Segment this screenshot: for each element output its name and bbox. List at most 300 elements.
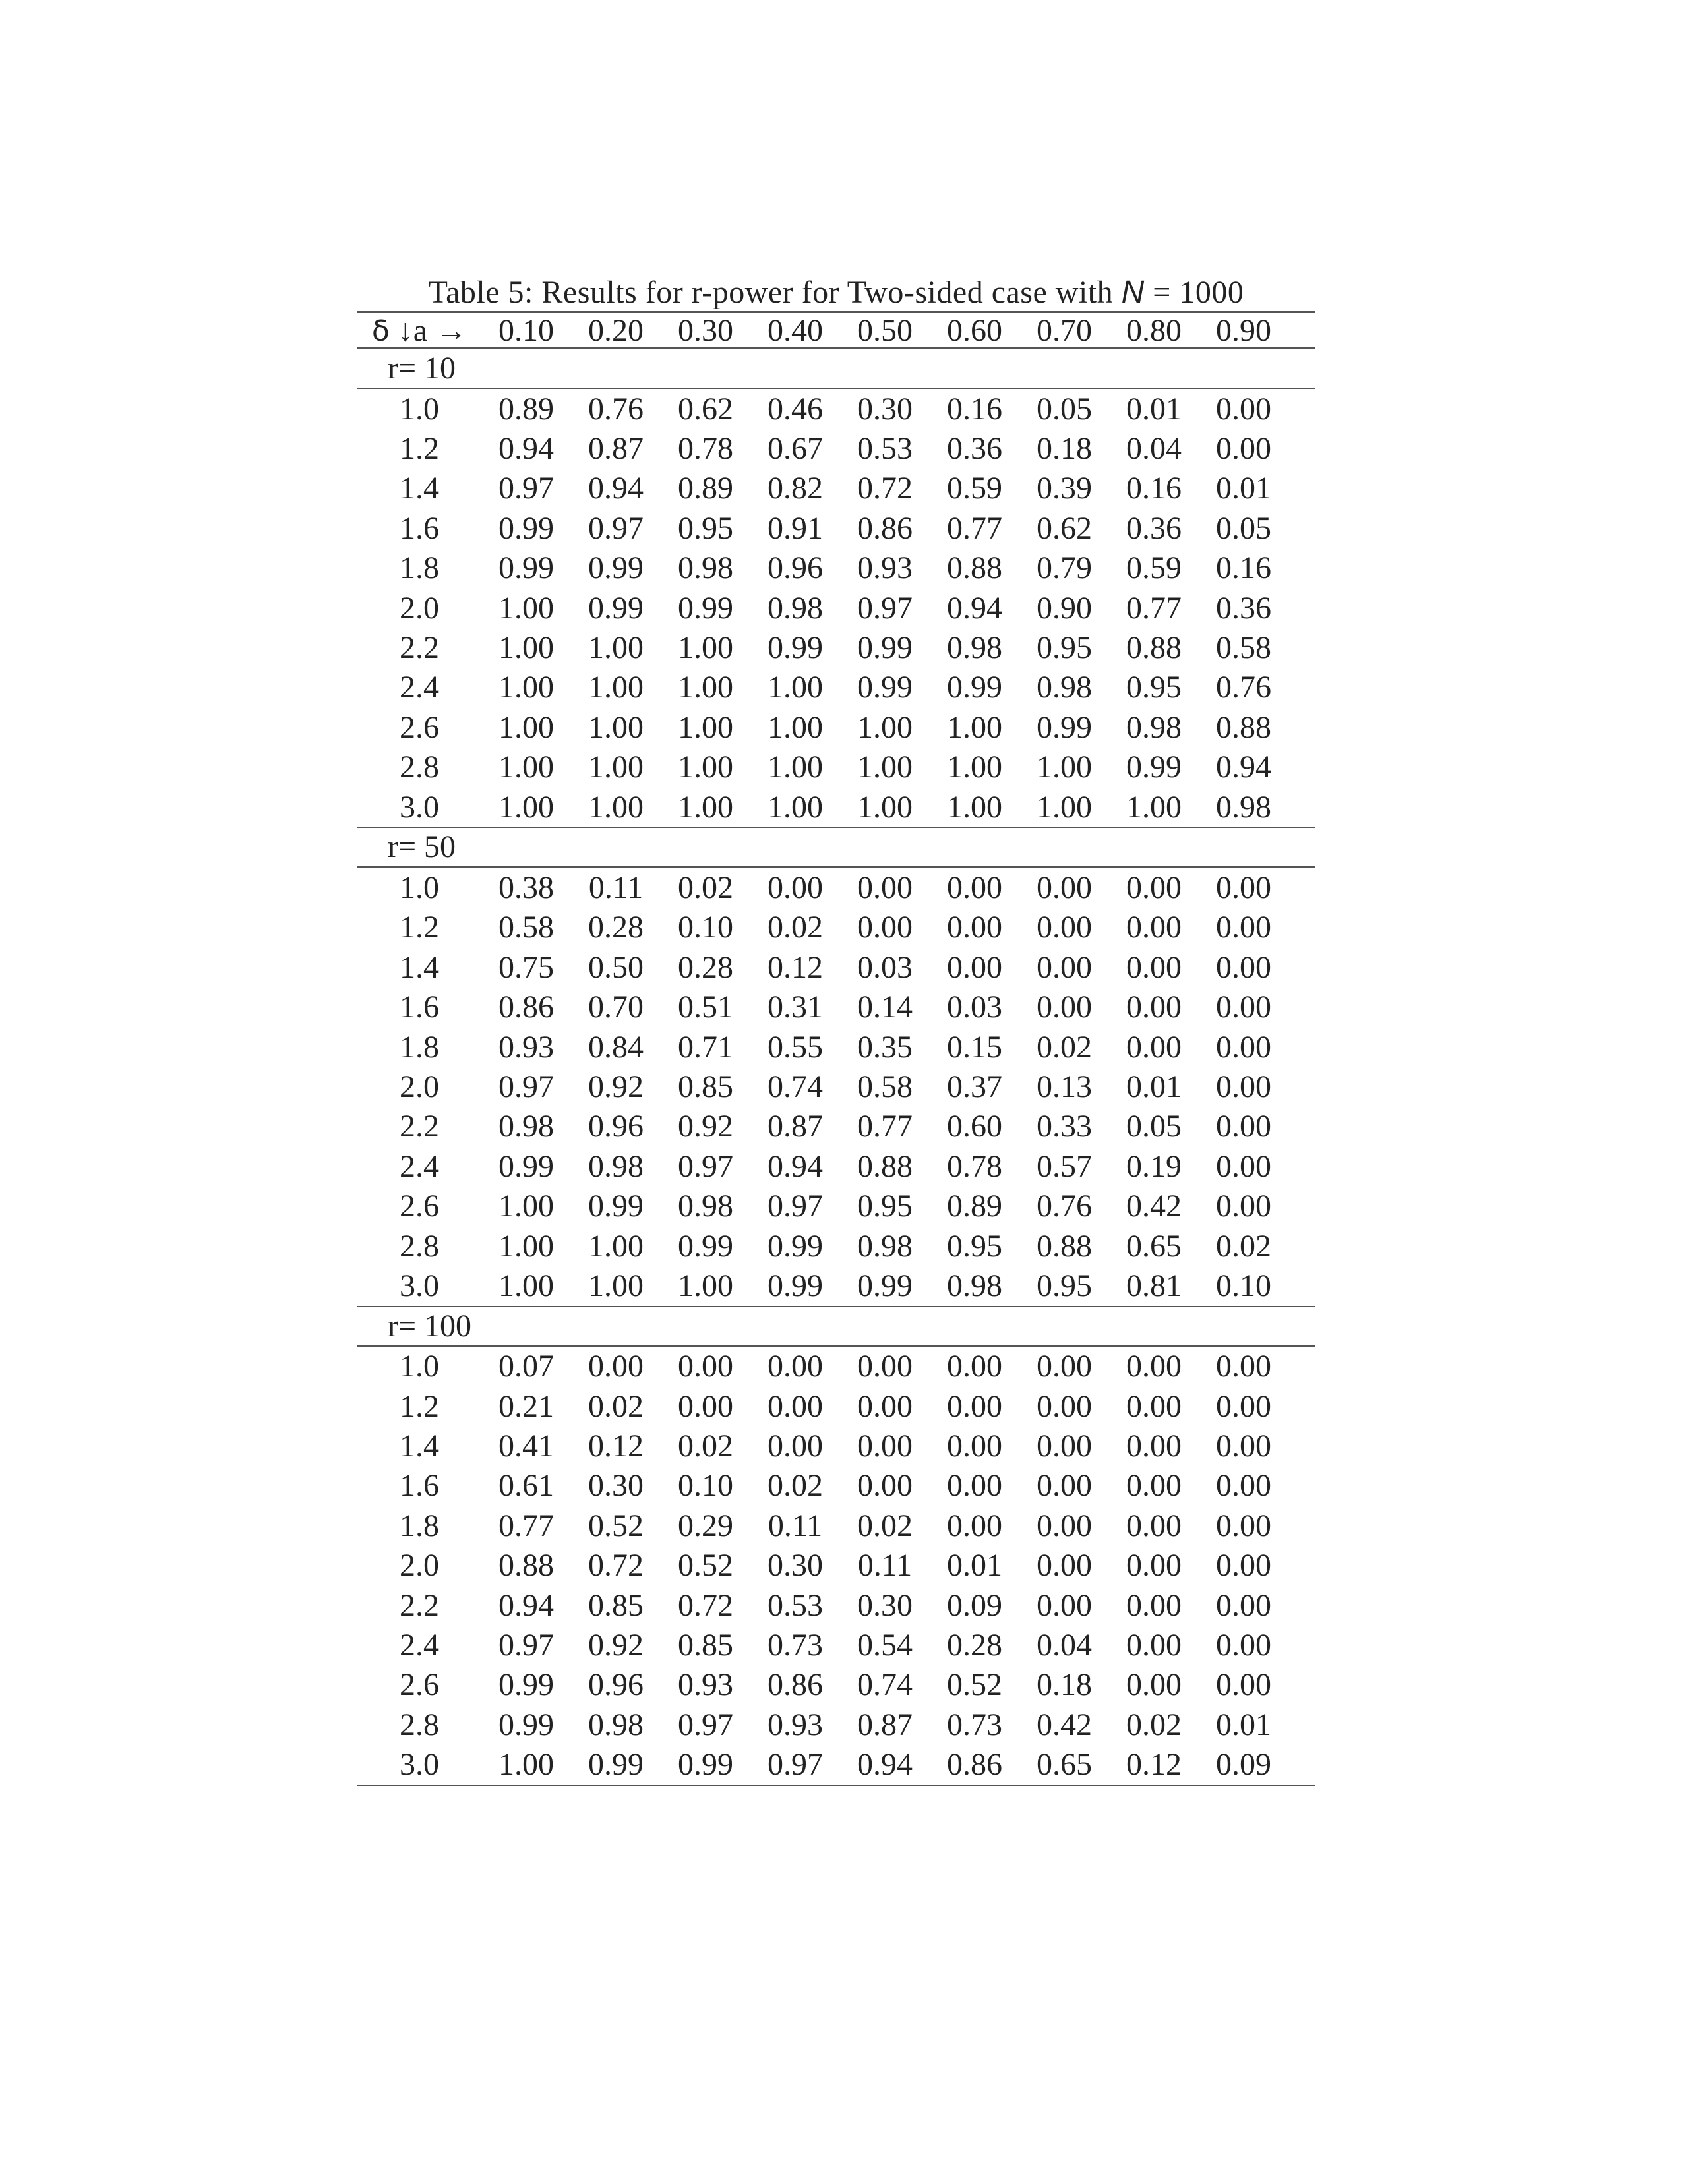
value-cell: 0.99: [857, 630, 913, 666]
value-cell: 0.52: [588, 1508, 644, 1543]
value-cell: 1.00: [947, 709, 1002, 745]
value-cell: 1.00: [498, 1228, 554, 1264]
value-cell: 0.96: [768, 550, 823, 586]
value-cell: 0.97: [678, 1707, 733, 1742]
group-label: r= 50: [388, 829, 456, 865]
value-cell: 0.99: [1126, 750, 1182, 785]
value-cell: 0.00: [1037, 1429, 1092, 1464]
value-cell: 0.94: [498, 431, 554, 467]
table-row: [357, 628, 1315, 667]
value-cell: 0.36: [1216, 590, 1271, 626]
value-cell: 0.94: [857, 1747, 913, 1783]
caption-variable-n: N: [1121, 275, 1145, 310]
table-row: [357, 1705, 1315, 1744]
value-cell: 0.42: [1126, 1189, 1182, 1224]
delta-cell: 2.0: [400, 1548, 439, 1583]
value-cell: 0.02: [768, 1468, 823, 1504]
delta-cell: 2.2: [400, 1109, 439, 1144]
value-cell: 0.98: [857, 1228, 913, 1264]
value-cell: 0.97: [768, 1189, 823, 1224]
value-cell: 0.99: [678, 590, 733, 626]
value-cell: 0.00: [947, 1468, 1002, 1504]
value-cell: 0.98: [678, 1189, 733, 1224]
value-cell: 0.33: [1037, 1109, 1092, 1144]
value-cell: 1.00: [678, 630, 733, 666]
value-cell: 0.98: [1216, 789, 1271, 825]
value-cell: 0.01: [1126, 391, 1182, 427]
delta-cell: 1.4: [400, 471, 439, 506]
delta-cell: 1.2: [400, 431, 439, 467]
value-cell: 1.00: [588, 709, 644, 745]
value-cell: 0.10: [678, 910, 733, 945]
value-cell: 0.09: [947, 1587, 1002, 1623]
value-cell: 0.35: [857, 1029, 913, 1065]
table-row: [357, 947, 1315, 987]
value-cell: 0.37: [947, 1069, 1002, 1104]
value-cell: 0.11: [857, 1548, 913, 1583]
value-cell: 0.93: [678, 1667, 733, 1703]
value-cell: 0.99: [768, 1268, 823, 1303]
value-cell: 0.90: [1037, 590, 1092, 626]
value-cell: 0.95: [857, 1189, 913, 1224]
value-cell: 0.00: [1216, 989, 1271, 1025]
value-cell: 1.00: [588, 630, 644, 666]
value-cell: 0.98: [947, 630, 1002, 666]
value-cell: 0.94: [1216, 750, 1271, 785]
value-cell: 0.00: [1037, 1349, 1092, 1384]
value-cell: 1.00: [857, 750, 913, 785]
delta-cell: 2.4: [400, 670, 439, 705]
value-cell: 0.81: [1126, 1268, 1182, 1303]
value-cell: 0.96: [588, 1109, 644, 1144]
value-cell: 0.00: [1216, 1548, 1271, 1583]
value-cell: 0.15: [947, 1029, 1002, 1065]
alpha-header: 0.50: [857, 312, 913, 348]
delta-cell: 3.0: [400, 789, 439, 825]
table-row: [357, 1027, 1315, 1067]
value-cell: 0.94: [768, 1148, 823, 1184]
value-cell: 0.00: [1216, 1388, 1271, 1424]
delta-cell: 3.0: [400, 1268, 439, 1303]
value-cell: 0.58: [498, 910, 554, 945]
table-row: [357, 1226, 1315, 1266]
alpha-header: 0.60: [947, 312, 1002, 348]
value-cell: 0.00: [768, 1429, 823, 1464]
value-cell: 0.98: [588, 1148, 644, 1184]
value-cell: 0.00: [1037, 910, 1092, 945]
value-cell: 0.77: [947, 510, 1002, 546]
delta-cell: 2.4: [400, 1628, 439, 1663]
table-row: [357, 1067, 1315, 1106]
value-cell: 0.00: [947, 1388, 1002, 1424]
value-cell: 0.00: [1216, 1628, 1271, 1663]
delta-cell: 2.8: [400, 1228, 439, 1264]
value-cell: 0.78: [678, 431, 733, 467]
value-cell: 0.09: [1216, 1747, 1271, 1783]
value-cell: 1.00: [768, 709, 823, 745]
value-cell: 0.77: [1126, 590, 1182, 626]
table-row: [357, 787, 1315, 827]
value-cell: 0.21: [498, 1388, 554, 1424]
header-row: [357, 313, 1315, 347]
value-cell: 0.01: [947, 1548, 1002, 1583]
table-caption: [357, 274, 1315, 311]
value-cell: 0.00: [1216, 949, 1271, 985]
value-cell: 0.31: [768, 989, 823, 1025]
value-cell: 0.00: [947, 1508, 1002, 1543]
value-cell: 0.50: [588, 949, 644, 985]
value-cell: 0.00: [1216, 1148, 1271, 1184]
value-cell: 0.00: [1216, 431, 1271, 467]
value-cell: 0.99: [857, 670, 913, 705]
value-cell: 0.93: [498, 1029, 554, 1065]
value-cell: 0.91: [768, 510, 823, 546]
delta-cell: 1.8: [400, 1508, 439, 1543]
delta-cell: 1.2: [400, 910, 439, 945]
table-row: [357, 1625, 1315, 1665]
delta-cell: 3.0: [400, 1747, 439, 1783]
value-cell: 0.53: [768, 1587, 823, 1623]
delta-cell: 1.6: [400, 1468, 439, 1504]
value-cell: 1.00: [857, 789, 913, 825]
table-row: [357, 987, 1315, 1026]
value-cell: 0.02: [768, 910, 823, 945]
value-cell: 1.00: [588, 670, 644, 705]
table-row: [357, 1665, 1315, 1705]
value-cell: 0.00: [947, 870, 1002, 905]
alpha-header: 0.10: [498, 312, 554, 348]
value-cell: 0.99: [678, 1747, 733, 1783]
value-cell: 0.99: [947, 670, 1002, 705]
value-cell: 0.02: [588, 1388, 644, 1424]
value-cell: 0.88: [498, 1548, 554, 1583]
value-cell: 0.59: [1126, 550, 1182, 586]
value-cell: 1.00: [588, 1228, 644, 1264]
value-cell: 0.98: [768, 590, 823, 626]
table-row: [357, 1186, 1315, 1225]
table-row: [357, 1107, 1315, 1146]
value-cell: 0.97: [498, 1628, 554, 1663]
value-cell: 0.39: [1037, 471, 1092, 506]
table-row: [357, 1745, 1315, 1785]
value-cell: 0.73: [947, 1707, 1002, 1742]
value-cell: 0.89: [498, 391, 554, 427]
value-cell: 0.98: [588, 1707, 644, 1742]
value-cell: 0.02: [1126, 1707, 1182, 1742]
value-cell: 0.00: [768, 870, 823, 905]
value-cell: 0.99: [498, 510, 554, 546]
value-cell: 1.00: [498, 630, 554, 666]
value-cell: 0.13: [1037, 1069, 1092, 1104]
delta-cell: 1.2: [400, 1388, 439, 1424]
value-cell: 0.00: [1126, 1508, 1182, 1543]
value-cell: 0.88: [1216, 709, 1271, 745]
value-cell: 0.85: [678, 1069, 733, 1104]
value-cell: 1.00: [1037, 750, 1092, 785]
value-cell: 0.00: [857, 910, 913, 945]
value-cell: 0.72: [588, 1548, 644, 1583]
table-row: [357, 1347, 1315, 1386]
value-cell: 0.95: [678, 510, 733, 546]
value-cell: 0.04: [1126, 431, 1182, 467]
value-cell: 0.00: [857, 1429, 913, 1464]
value-cell: 0.00: [857, 1388, 913, 1424]
value-cell: 0.00: [678, 1388, 733, 1424]
value-cell: 1.00: [1126, 789, 1182, 825]
table-row: [357, 389, 1315, 428]
value-cell: 0.30: [857, 1587, 913, 1623]
value-cell: 0.77: [498, 1508, 554, 1543]
value-cell: 0.00: [947, 1349, 1002, 1384]
value-cell: 0.00: [768, 1349, 823, 1384]
value-cell: 0.19: [1126, 1148, 1182, 1184]
value-cell: 0.97: [498, 1069, 554, 1104]
value-cell: 0.65: [1126, 1228, 1182, 1264]
value-cell: 1.00: [678, 750, 733, 785]
value-cell: 0.02: [678, 870, 733, 905]
value-cell: 1.00: [1037, 789, 1092, 825]
value-cell: 1.00: [498, 709, 554, 745]
value-cell: 0.11: [588, 870, 644, 905]
value-cell: 0.00: [1037, 949, 1092, 985]
value-cell: 0.51: [678, 989, 733, 1025]
value-cell: 0.94: [498, 1587, 554, 1623]
value-cell: 0.59: [947, 471, 1002, 506]
caption-text: Table 5: Results for r-power for Two-sided case with: [428, 275, 1114, 310]
value-cell: 0.12: [768, 949, 823, 985]
value-cell: 0.99: [588, 1189, 644, 1224]
value-cell: 0.00: [1126, 1587, 1182, 1623]
value-cell: 0.94: [947, 590, 1002, 626]
value-cell: 0.10: [678, 1468, 733, 1504]
value-cell: 0.93: [768, 1707, 823, 1742]
value-cell: 0.00: [947, 949, 1002, 985]
value-cell: 0.16: [1216, 550, 1271, 586]
value-cell: 0.62: [678, 391, 733, 427]
value-cell: 1.00: [678, 709, 733, 745]
value-cell: 0.00: [1037, 870, 1092, 905]
value-cell: 0.87: [768, 1109, 823, 1144]
value-cell: 0.18: [1037, 431, 1092, 467]
value-cell: 0.28: [588, 910, 644, 945]
alpha-header: 0.90: [1216, 312, 1271, 348]
value-cell: 0.99: [678, 1228, 733, 1264]
value-cell: 0.82: [768, 471, 823, 506]
table-row: [357, 1266, 1315, 1305]
value-cell: 0.00: [1037, 1587, 1092, 1623]
table-row: [357, 707, 1315, 747]
group-label: r= 10: [388, 351, 456, 386]
value-cell: 0.70: [588, 989, 644, 1025]
delta-cell: 1.4: [400, 949, 439, 985]
value-cell: 0.99: [498, 1707, 554, 1742]
value-cell: 0.86: [857, 510, 913, 546]
value-cell: 0.99: [857, 1268, 913, 1303]
results-table-document: [357, 274, 1315, 1786]
value-cell: 0.93: [857, 550, 913, 586]
value-cell: 1.00: [947, 789, 1002, 825]
value-cell: 0.87: [588, 431, 644, 467]
value-cell: 0.01: [1216, 1707, 1271, 1742]
value-cell: 0.95: [947, 1228, 1002, 1264]
delta-cell: 2.0: [400, 1069, 439, 1104]
value-cell: 1.00: [498, 590, 554, 626]
value-cell: 0.75: [498, 949, 554, 985]
value-cell: 0.86: [768, 1667, 823, 1703]
value-cell: 0.46: [768, 391, 823, 427]
value-cell: 0.92: [678, 1109, 733, 1144]
value-cell: 0.29: [678, 1508, 733, 1543]
value-cell: 0.30: [588, 1468, 644, 1504]
value-cell: 0.85: [588, 1587, 644, 1623]
value-cell: 0.99: [768, 1228, 823, 1264]
value-cell: 0.02: [1037, 1029, 1092, 1065]
value-cell: 0.65: [1037, 1747, 1092, 1783]
value-cell: 0.97: [588, 510, 644, 546]
value-cell: 0.11: [768, 1508, 823, 1543]
value-cell: 0.99: [1037, 709, 1092, 745]
value-cell: 1.00: [498, 789, 554, 825]
value-cell: 0.98: [947, 1268, 1002, 1303]
value-cell: 0.00: [1216, 1109, 1271, 1144]
value-cell: 0.30: [768, 1548, 823, 1583]
table-row: [357, 588, 1315, 628]
value-cell: 0.00: [1126, 989, 1182, 1025]
value-cell: 0.36: [947, 431, 1002, 467]
value-cell: 0.28: [947, 1628, 1002, 1663]
value-cell: 0.87: [857, 1707, 913, 1742]
value-cell: 0.00: [1216, 1069, 1271, 1104]
value-cell: 0.00: [947, 910, 1002, 945]
value-cell: 0.98: [678, 550, 733, 586]
value-cell: 0.00: [1216, 1508, 1271, 1543]
caption-value: 1000: [1179, 275, 1244, 310]
value-cell: 0.60: [947, 1109, 1002, 1144]
value-cell: 0.55: [768, 1029, 823, 1065]
value-cell: 0.00: [1216, 1468, 1271, 1504]
value-cell: 0.00: [1126, 1388, 1182, 1424]
value-cell: 0.85: [678, 1628, 733, 1663]
value-cell: 0.41: [498, 1429, 554, 1464]
value-cell: 0.52: [678, 1548, 733, 1583]
value-cell: 1.00: [498, 1268, 554, 1303]
value-cell: 0.00: [1216, 1429, 1271, 1464]
value-cell: 1.00: [768, 789, 823, 825]
value-cell: 1.00: [588, 750, 644, 785]
delta-cell: 1.0: [400, 1349, 439, 1384]
value-cell: 0.00: [588, 1349, 644, 1384]
value-cell: 0.94: [588, 471, 644, 506]
alpha-header: 0.40: [768, 312, 823, 348]
value-cell: 1.00: [498, 1189, 554, 1224]
table-row: [357, 1466, 1315, 1506]
value-cell: 0.88: [1126, 630, 1182, 666]
value-cell: 0.03: [857, 949, 913, 985]
table-row: [357, 428, 1315, 468]
value-cell: 1.00: [498, 1747, 554, 1783]
value-cell: 0.10: [1216, 1268, 1271, 1303]
value-cell: 0.00: [1216, 910, 1271, 945]
alpha-header: 0.30: [678, 312, 733, 348]
value-cell: 0.62: [1037, 510, 1092, 546]
value-cell: 0.61: [498, 1468, 554, 1504]
table-row: [357, 908, 1315, 947]
value-cell: 0.02: [678, 1429, 733, 1464]
value-cell: 0.12: [588, 1429, 644, 1464]
value-cell: 0.28: [678, 949, 733, 985]
value-cell: 0.74: [768, 1069, 823, 1104]
value-cell: 0.00: [1216, 1029, 1271, 1065]
value-cell: 0.67: [768, 431, 823, 467]
caption-equals: =: [1153, 275, 1171, 310]
value-cell: 0.71: [678, 1029, 733, 1065]
value-cell: 0.00: [1216, 1587, 1271, 1623]
value-cell: 0.30: [857, 391, 913, 427]
delta-cell: 2.8: [400, 1707, 439, 1742]
value-cell: 0.76: [1216, 670, 1271, 705]
value-cell: 0.00: [1126, 910, 1182, 945]
delta-cell: 1.8: [400, 1029, 439, 1065]
value-cell: 0.86: [498, 989, 554, 1025]
delta-cell: 1.6: [400, 989, 439, 1025]
value-cell: 0.05: [1126, 1109, 1182, 1144]
value-cell: 0.01: [1126, 1069, 1182, 1104]
value-cell: 0.99: [498, 1148, 554, 1184]
table-row: [357, 1546, 1315, 1585]
value-cell: 0.00: [1037, 989, 1092, 1025]
value-cell: 0.57: [1037, 1148, 1092, 1184]
table-row: [357, 1426, 1315, 1465]
value-cell: 0.00: [1216, 391, 1271, 427]
value-cell: 0.79: [1037, 550, 1092, 586]
delta-symbol: δ: [371, 314, 390, 348]
value-cell: 0.92: [588, 1628, 644, 1663]
value-cell: 0.00: [1126, 949, 1182, 985]
value-cell: 0.99: [498, 1667, 554, 1703]
delta-cell: 2.2: [400, 1587, 439, 1623]
value-cell: 0.54: [857, 1628, 913, 1663]
delta-cell: 2.8: [400, 750, 439, 785]
value-cell: 0.04: [1037, 1628, 1092, 1663]
value-cell: 0.95: [1037, 630, 1092, 666]
value-cell: 0.86: [947, 1747, 1002, 1783]
value-cell: 0.16: [1126, 471, 1182, 506]
value-cell: 0.53: [857, 431, 913, 467]
table-row: [357, 1386, 1315, 1426]
value-cell: 1.00: [588, 1268, 644, 1303]
delta-cell: 1.0: [400, 870, 439, 905]
table-row: [357, 548, 1315, 588]
value-cell: 0.00: [857, 1468, 913, 1504]
delta-cell: 1.6: [400, 510, 439, 546]
delta-cell: 1.4: [400, 1429, 439, 1464]
corner-header: [357, 312, 481, 349]
value-cell: 0.00: [1216, 1667, 1271, 1703]
table-row: [357, 1585, 1315, 1625]
value-cell: 0.58: [857, 1069, 913, 1104]
value-cell: 0.00: [1126, 1429, 1182, 1464]
delta-cell: 2.2: [400, 630, 439, 666]
value-cell: 0.73: [768, 1628, 823, 1663]
value-cell: 1.00: [678, 789, 733, 825]
delta-cell: 1.8: [400, 550, 439, 586]
value-cell: 0.00: [1037, 1508, 1092, 1543]
value-cell: 0.88: [1037, 1228, 1092, 1264]
value-cell: 0.36: [1126, 510, 1182, 546]
value-cell: 0.89: [947, 1189, 1002, 1224]
delta-cell: 1.0: [400, 391, 439, 427]
value-cell: 1.00: [857, 709, 913, 745]
